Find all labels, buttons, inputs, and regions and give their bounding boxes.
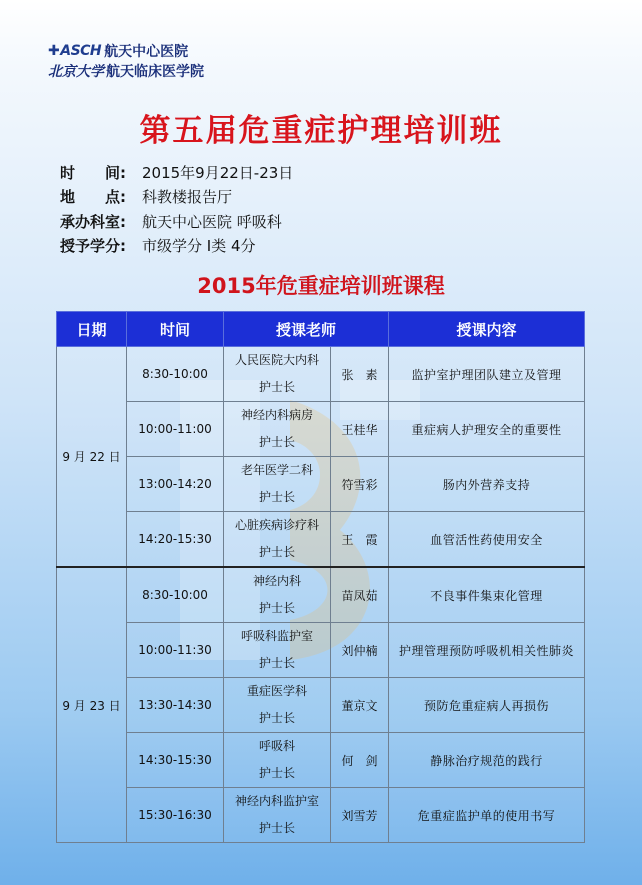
topic-cell: 不良事件集束化管理 xyxy=(389,567,585,623)
info-value: 航天中心医院 呼吸科 xyxy=(142,212,282,231)
hospital-name: 航天中心医院 xyxy=(104,44,189,60)
teacher-title: 护士长 xyxy=(258,656,295,670)
info-row-department xyxy=(60,209,293,234)
time-cell: 13:30-14:30 xyxy=(127,678,224,733)
department-cell xyxy=(224,733,331,788)
teacher-title: 护士长 xyxy=(258,545,295,559)
department-cell xyxy=(224,457,331,512)
time-cell: 14:20-15:30 xyxy=(127,512,224,568)
time-cell: 10:00-11:00 xyxy=(127,402,224,457)
date-cell: 9 月 23 日 xyxy=(57,567,127,843)
teacher-title: 护士长 xyxy=(258,435,295,449)
department-name: 呼吸科 xyxy=(258,739,295,753)
teacher-cell: 张 素 xyxy=(331,347,389,402)
info-row-location xyxy=(60,185,293,210)
table-row xyxy=(57,733,585,788)
teacher-title: 护士长 xyxy=(258,490,295,504)
department-cell xyxy=(224,402,331,457)
table-row xyxy=(57,402,585,457)
info-label: 时 间: xyxy=(60,163,126,182)
teacher-cell: 董京文 xyxy=(331,678,389,733)
info-value: 科教楼报告厅 xyxy=(142,188,233,207)
info-label: 承办科室: xyxy=(60,212,126,231)
department-name: 神经内科监护室 xyxy=(234,794,319,808)
info-row-time xyxy=(60,160,293,185)
department-name: 呼吸科监护室 xyxy=(240,629,313,643)
teacher-title: 护士长 xyxy=(258,766,295,780)
department-name: 神经内科病房 xyxy=(240,408,313,422)
teacher-cell: 王桂华 xyxy=(331,402,389,457)
logo-line-1 xyxy=(48,42,204,60)
table-row xyxy=(57,512,585,568)
schedule-table xyxy=(56,311,585,843)
header-teacher: 授课老师 xyxy=(224,312,389,347)
teacher-title: 护士长 xyxy=(258,380,295,394)
table-row xyxy=(57,567,585,623)
department-name: 心脏疾病诊疗科 xyxy=(234,518,319,532)
topic-cell: 静脉治疗规范的践行 xyxy=(389,733,585,788)
info-label: 授予学分: xyxy=(60,237,126,256)
table-header-row xyxy=(57,312,585,347)
teacher-cell: 刘仲楠 xyxy=(331,623,389,678)
topic-cell: 护理管理预防呼吸机相关性肺炎 xyxy=(389,623,585,678)
topic-cell: 监护室护理团队建立及管理 xyxy=(389,347,585,402)
info-label: 地 点: xyxy=(60,188,126,207)
department-cell xyxy=(224,347,331,402)
info-row-credits xyxy=(60,234,293,259)
hospital-logo xyxy=(48,42,204,80)
department-cell xyxy=(224,788,331,843)
table-row xyxy=(57,347,585,402)
teacher-title: 护士长 xyxy=(258,601,295,615)
teacher-cell: 刘雪芳 xyxy=(331,788,389,843)
time-cell: 13:00-14:20 xyxy=(127,457,224,512)
department-cell xyxy=(224,567,331,623)
topic-cell: 预防危重症病人再损伤 xyxy=(389,678,585,733)
teacher-cell: 何 剑 xyxy=(331,733,389,788)
teacher-cell: 王 霞 xyxy=(331,512,389,568)
department-cell xyxy=(224,678,331,733)
teacher-cell: 符雪彩 xyxy=(331,457,389,512)
event-info xyxy=(60,160,293,258)
time-cell: 10:00-11:30 xyxy=(127,623,224,678)
header-date: 日期 xyxy=(57,312,127,347)
university-script-name: 北京大学 xyxy=(48,64,104,80)
teacher-title: 护士长 xyxy=(258,711,295,725)
info-value: 2015年9月22日-23日 xyxy=(142,163,294,182)
table-row xyxy=(57,623,585,678)
topic-cell: 重症病人护理安全的重要性 xyxy=(389,402,585,457)
teacher-title: 护士长 xyxy=(258,821,295,835)
logo-line-2 xyxy=(48,62,204,80)
topic-cell: 危重症监护单的使用书写 xyxy=(389,788,585,843)
time-cell: 8:30-10:00 xyxy=(127,567,224,623)
table-row xyxy=(57,457,585,512)
header-time: 时间 xyxy=(127,312,224,347)
info-value: 市级学分 I类 4分 xyxy=(142,237,256,256)
schedule-title: 2015年危重症培训班课程 xyxy=(197,274,445,298)
department-name: 重症医学科 xyxy=(246,684,307,698)
time-cell: 14:30-15:30 xyxy=(127,733,224,788)
topic-cell: 肠内外营养支持 xyxy=(389,457,585,512)
date-cell: 9 月 22 日 xyxy=(57,347,127,568)
table-row xyxy=(57,678,585,733)
hospital-logo-icon: ✚ASCH xyxy=(48,43,102,59)
topic-cell: 血管活性药使用安全 xyxy=(389,512,585,568)
department-name: 人民医院大内科 xyxy=(234,353,319,367)
teacher-cell: 苗凤茹 xyxy=(331,567,389,623)
time-cell: 8:30-10:00 xyxy=(127,347,224,402)
page-title: 第五届危重症护理培训班 xyxy=(139,113,503,149)
department-name: 神经内科 xyxy=(252,574,301,588)
department-name: 老年医学二科 xyxy=(240,463,313,477)
table-row xyxy=(57,788,585,843)
department-cell xyxy=(224,512,331,568)
header-topic: 授课内容 xyxy=(389,312,585,347)
college-name: 航天临床医学院 xyxy=(106,64,204,80)
department-cell xyxy=(224,623,331,678)
time-cell: 15:30-16:30 xyxy=(127,788,224,843)
